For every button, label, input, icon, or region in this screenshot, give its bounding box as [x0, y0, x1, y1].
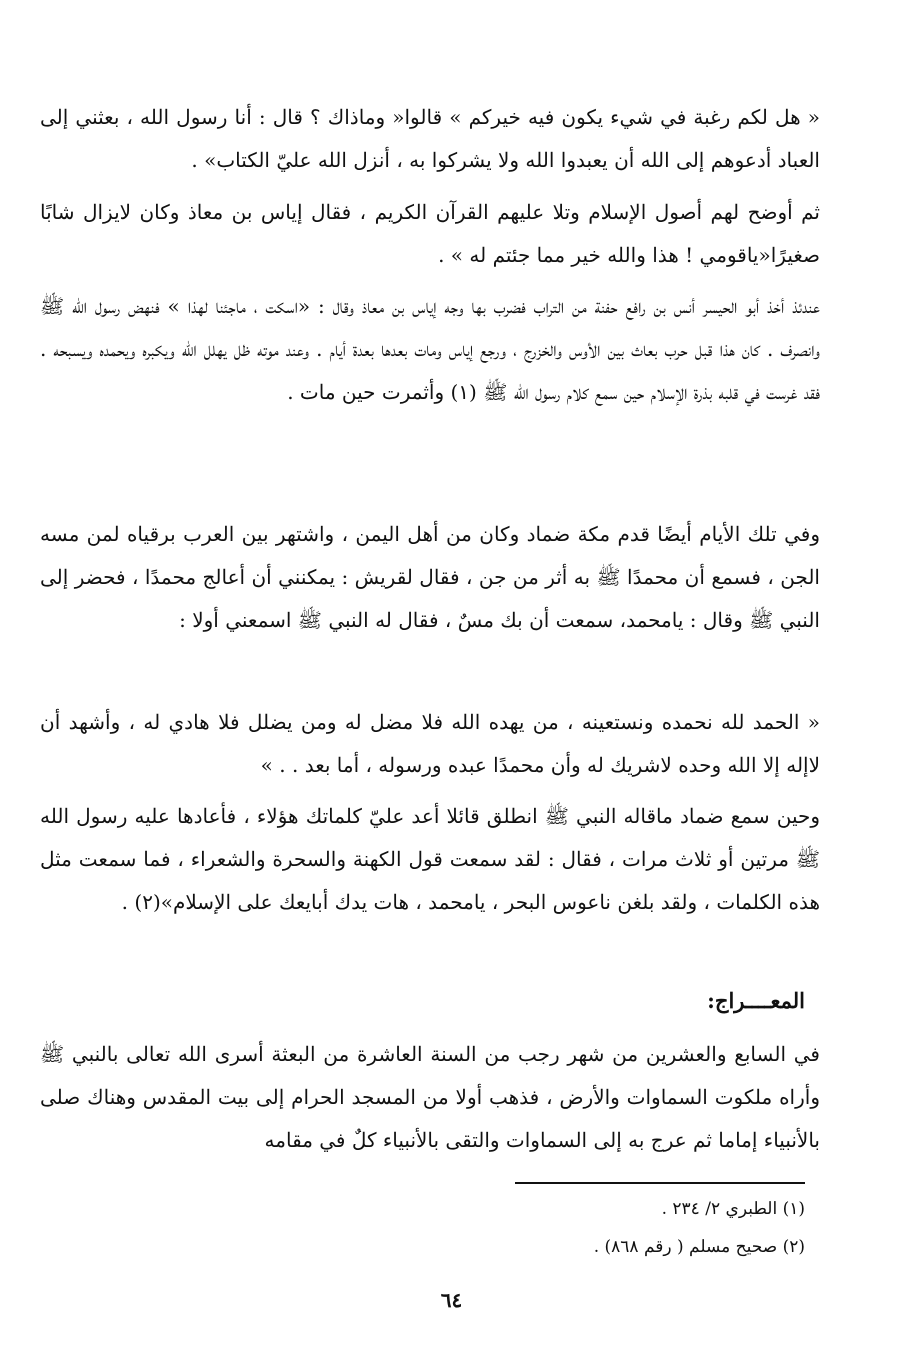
paragraph-iyas-response: ثم أوضح لهم أصول الإسلام وتلا عليهم القرآن الكريم ، فقال إياس بن معاذ وكان لايزال شابًا صغيرًا«ياقومي ! هذا والله خير مما جئتم له » . — [40, 200, 820, 267]
paragraph-khutbah-quote: « الحمد لله نحمده ونستعينه ، من يهده الله فلا مضل له ومن يضلل فلا هادي له ، وأشهد أن لاإله إلا الله وحده لاشريك له وأن محمدًا عبده ورسوله ، أما بعد . . » — [40, 710, 820, 777]
paragraph-miraj: في السابع والعشرين من شهر رجب من السنة العاشرة من البعثة أسرى الله تعالى بالنبي ﷺ وأراه ملكوت السماوات والأرض ، فذهب أولا من المسجد الحرام إلى بيت المقدس وهناك صلى بالأنبياء إماما ثم عرج به إلى السماوات والتقى بالأنبياء كلٌ في مقامه — [40, 1042, 820, 1152]
paragraph-abu-al-haysar: عندئذ أخذ أبو الحيسر أنس بن رافع حفنة من التراب فضرب بها وجه إياس بن معاذ وقال : «اسكت ، ماجئنا لهذا » فنهض رسول الله ﷺ وانصرف . كان هذا قبل حرب بعاث بين الأوس والخزرج ، ورجع إياس ومات بعدها بعدة أيام . وعند موته ظل يهلل الله ويكبره ويحمده ويسبحه . فقد غرست في قلبه بذرة الإسلام حين سمع كلام رسول الله ﷺ (١) وأثمرت حين مات . — [40, 294, 820, 404]
page-number: ٦٤ — [440, 1288, 463, 1312]
section-heading-miraj: المعــــراج: — [707, 988, 805, 1013]
footnote-2: (٢) صحيح مسلم ( رقم ٨٦٨) . — [593, 1237, 805, 1257]
paragraph-dimad-arrival: وفي تلك الأيام أيضًا قدم مكة ضماد وكان من أهل اليمن ، واشتهر بين العرب برقياه لمن مسه الجن ، فسمع أن محمدًا ﷺ به أثر من جن ، فقال لقريش : يمكنني أن أعالج محمدًا ، فحضر إلى النبي ﷺ وقال : يامحمد، سمعت أن بك مسٌ ، فقال له النبي ﷺ اسمعني أولا : — [40, 522, 820, 632]
footnote-1: (١) الطبري ٢/ ٢٣٤ . — [661, 1199, 805, 1219]
paragraph-hadith-offer: « هل لكم رغبة في شيء يكون فيه خيركم » قالوا« وماذاك ؟ قال : أنا رسول الله ، بعثني إلى العباد أدعوهم إلى الله أن يعبدوا الله ولا يشركوا به ، أنزل الله عليّ الكتاب» . — [40, 105, 820, 172]
footnote-divider — [515, 1182, 805, 1184]
paragraph-dimad-conversion: وحين سمع ضماد ماقاله النبي ﷺ انطلق قائلا أعد عليّ كلماتك هؤلاء ، فأعادها عليه رسول الله ﷺ مرتين أو ثلاث مرات ، فقال : لقد سمعت قول الكهنة والسحرة والشعراء ، فما سمعت مثل هذه الكلمات ، ولقد بلغن ناعوس البحر ، يامحمد ، هات يدك أبايعك على الإسلام»(٢) . — [40, 804, 820, 914]
